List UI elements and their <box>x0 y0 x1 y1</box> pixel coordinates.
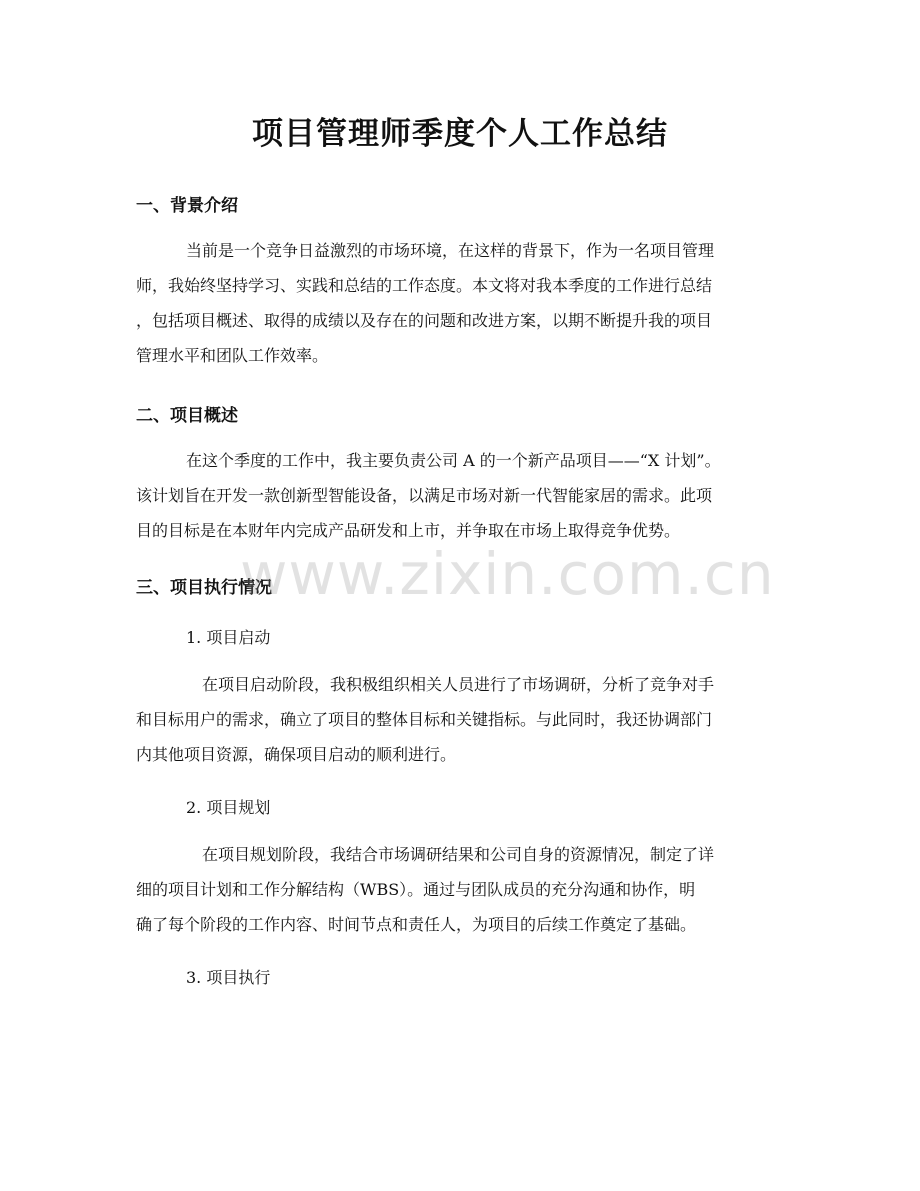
paragraph-line: 和目标用户的需求，确立了项目的整体目标和关键指标。与此同时，我还协调部门 <box>136 710 713 729</box>
section-heading-background: 一、背景介绍 <box>136 196 238 216</box>
paragraph-overview <box>136 443 786 548</box>
paragraph-line: 确了每个阶段的工作内容、时间节点和责任人，为项目的后续工作奠定了基础。 <box>136 915 697 934</box>
paragraph-project-start <box>136 667 786 772</box>
watermark: www.zixin.com.cn <box>240 540 775 608</box>
paragraph-line: 当前是一个竞争日益激烈的市场环境，在这样的背景下，作为一名项目管理 <box>186 241 715 260</box>
paragraph-line: 细的项目计划和工作分解结构（WBS）。通过与团队成员的充分沟通和协作，明 <box>136 880 696 899</box>
document-title: 项目管理师季度个人工作总结 <box>252 116 668 152</box>
paragraph-project-planning <box>136 837 786 942</box>
paragraph-line: 目的目标是在本财年内完成产品研发和上市，并争取在市场上取得竞争优势。 <box>136 521 681 540</box>
paragraph-line: 在项目规划阶段，我结合市场调研结果和公司自身的资源情况，制定了详 <box>202 845 715 864</box>
paragraph-background <box>136 233 786 373</box>
paragraph-line: 在这个季度的工作中，我主要负责公司 A 的一个新产品项目——“X 计划”。 <box>186 451 721 470</box>
paragraph-line: 师，我始终坚持学习、实践和总结的工作态度。本文将对我本季度的工作进行总结 <box>136 276 713 295</box>
subheading-project-execution: 3. 项目执行 <box>186 968 271 987</box>
subheading-project-planning: 2. 项目规划 <box>186 798 271 817</box>
paragraph-line: 该计划旨在开发一款创新型智能设备，以满足市场对新一代智能家居的需求。此项 <box>136 486 713 505</box>
section-heading-overview: 二、项目概述 <box>136 406 238 426</box>
paragraph-line: 内其他项目资源，确保项目启动的顺利进行。 <box>136 745 457 764</box>
paragraph-line: 在项目启动阶段，我积极组织相关人员进行了市场调研，分析了竞争对手 <box>202 675 715 694</box>
section-heading-execution: 三、项目执行情况 <box>136 578 272 598</box>
paragraph-line: 管理水平和团队工作效率。 <box>136 346 329 365</box>
subheading-project-start: 1. 项目启动 <box>186 628 271 647</box>
paragraph-line: ，包括项目概述、取得的成绩以及存在的问题和改进方案，以期不断提升我的项目 <box>136 311 713 330</box>
